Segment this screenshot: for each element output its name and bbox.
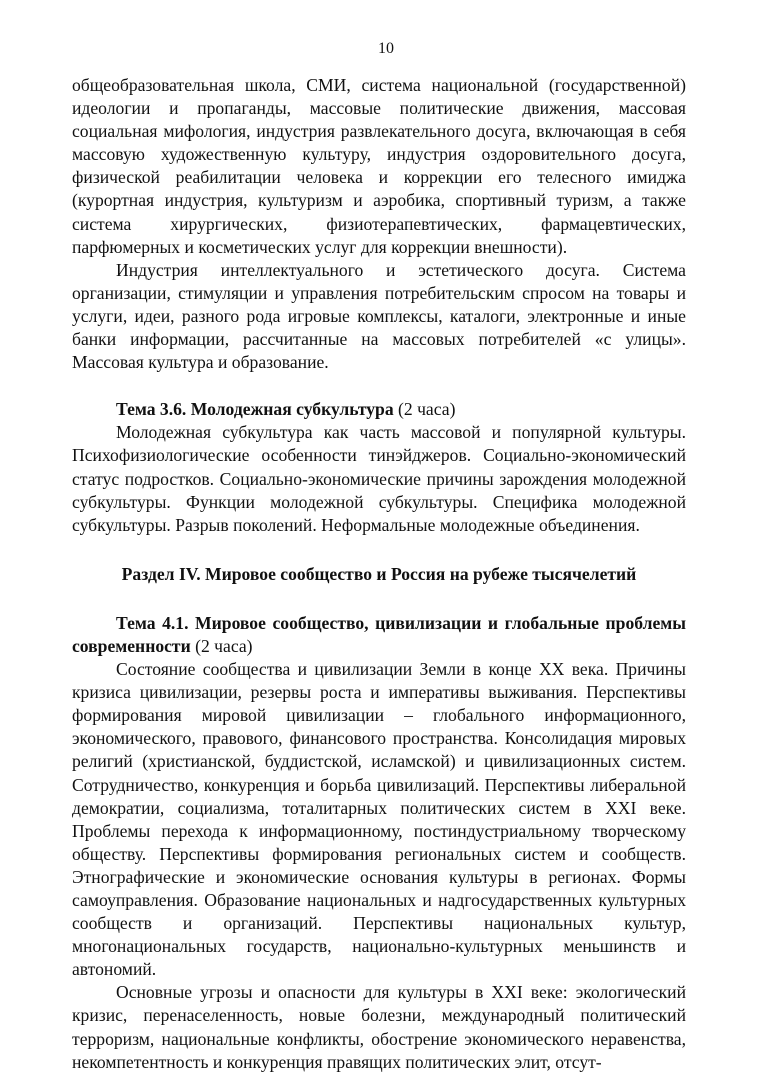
page-number: 10	[378, 40, 394, 57]
topic-4-1-title: Тема 4.1. Мировое сообщество, цивилизации и глобальные проблемы современности	[72, 612, 686, 656]
topic-3-6-hours: (2 часа)	[393, 399, 456, 420]
paragraph-youth-subculture: Молодежная субкультура как часть массовой и популярной культуры. Психофизиологические особенности тинэйджеров. Социально-экономический статус подростков. Социально-экономические причины зарождения молодежной субкультуры. Функции молодежной субкультуры. Специфика молодежной субкультуры. Разрыв поколений. Неформальные молодежные объединения.	[72, 422, 686, 535]
document-body	[72, 74, 686, 1074]
paragraph-threats-21st-century: Основные угрозы и опасности для культуры в XXI веке: экологический кризис, перенаселенность, новые болезни, международный политический терроризм, национальные конфликты, обострение экономического неравенства, некомпетентность и конкуренция правящих политических элит, отсут-	[72, 982, 686, 1072]
topic-4-1-heading	[72, 612, 686, 658]
topic-3-6-title: Тема 3.6. Молодежная субкультура	[116, 399, 394, 420]
paragraph-media-institutions: общеобразовательная школа, СМИ, система национальной (государственной) идеологии и пропаганды, массовые политические движения, массовая социальная мифология, индустрия развлекательного досуга, включающая в себя массовую художественную культуру, индустрия оздоровительного досуга, физической реабилитации человека и коррекции его телесного имиджа (курортная индустрия, культуризм и аэробика, спортивный туризм, а также система хирургических, физиотерапевтических, фармацевтических, парфюмерных и косметических услуг для коррекции внешности).	[72, 75, 686, 257]
paragraph-intellectual-leisure: Индустрия интеллектуального и эстетического досуга. Система организации, стимуляции и управления потребительским спросом на товары и услуги, идеи, разного рода игровые комплексы, каталоги, электронные и иные банки информации, рассчитанные на массовых потребителей «с улицы». Массовая культура и образование.	[72, 259, 686, 373]
section-4-heading: Раздел IV. Мировое сообщество и Россия на рубеже тысячелетий	[121, 563, 637, 584]
topic-4-1-hours: (2 часа)	[190, 635, 253, 656]
paragraph-civilization-state: Состояние сообщества и цивилизации Земли в конце XX века. Причины кризиса цивилизации, резервы роста и императивы выживания. Перспективы формирования мировой цивилизации – глобального информационного, экономического, правового, финансового пространства. Консолидация мировых религий (христианской, буддистской, исламской) и цивилизационных систем. Сотрудничество, конкуренция и борьба цивилизаций. Перспективы либеральной демократии, социализма, тоталитарных политических систем в XXI веке. Проблемы перехода к информационному, постиндустриальному творческому обществу. Перспективы формирования региональных систем и сообществ. Этнографические и экономические основания культуры в регионах. Формы самоуправления. Образование национальных и надгосударственных культурных сообществ и организаций. Перспективы национальных культур, многонациональных государств, национально-культурных меньшинств и автономий.	[72, 659, 686, 980]
topic-3-6-heading	[72, 398, 686, 421]
